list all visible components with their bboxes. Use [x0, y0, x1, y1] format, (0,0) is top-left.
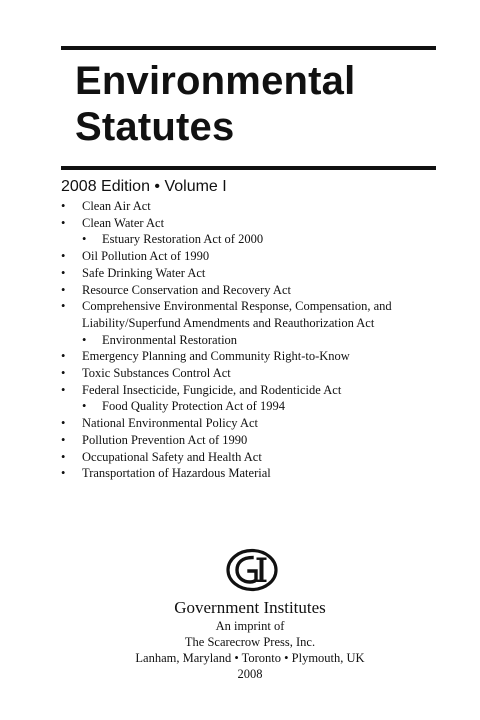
list-item	[61, 449, 451, 466]
bullet-icon: •	[61, 416, 66, 431]
bullet-icon: •	[82, 399, 87, 414]
list-item-text: Comprehensive Environmental Response, Compensation, and Liability/Superfund Amendments and Reauthorization Act	[82, 299, 392, 330]
title-line-2: Statutes	[75, 105, 235, 149]
list-item	[61, 215, 451, 232]
list-item	[61, 198, 451, 215]
sub-list-item	[61, 398, 451, 415]
press-name: The Scarecrow Press, Inc.	[184, 635, 316, 649]
bullet-icon: •	[61, 282, 66, 297]
sub-list-item	[61, 231, 451, 248]
list-item	[61, 415, 451, 432]
list-item-text: Transportation of Hazardous Material	[82, 466, 271, 481]
publication-year: 2008	[237, 667, 263, 681]
bullet-icon: •	[61, 349, 66, 364]
list-item-text: Safe Drinking Water Act	[82, 265, 206, 280]
list-item-text: Pollution Prevention Act of 1990	[82, 432, 248, 447]
statute-list	[61, 198, 451, 482]
bullet-icon: •	[61, 299, 66, 314]
list-item-text: Clean Water Act	[82, 215, 165, 230]
list-item	[61, 265, 451, 282]
bullet-icon: •	[61, 466, 66, 481]
bullet-icon: •	[61, 265, 66, 280]
list-item-text: Toxic Substances Control Act	[82, 366, 231, 381]
bullet-icon: •	[82, 232, 87, 247]
list-item	[61, 348, 451, 365]
publisher-name: Government Institutes	[174, 598, 326, 617]
publisher-locations: Lanham, Maryland • Toronto • Plymouth, UK	[135, 651, 365, 665]
list-item	[61, 282, 451, 299]
bullet-icon: •	[61, 449, 66, 464]
sub-list-item	[61, 332, 451, 349]
list-item-text: Occupational Safety and Health Act	[82, 449, 262, 464]
imprint-line: An imprint of	[215, 619, 285, 633]
list-item-text: Emergency Planning and Community Right-to-Know	[82, 349, 350, 364]
title-line-1: Environmental	[75, 59, 356, 103]
list-item-text: Environmental Restoration	[102, 332, 238, 347]
bullet-icon: •	[61, 199, 66, 213]
list-item-text: Oil Pollution Act of 1990	[82, 249, 210, 264]
bullet-icon: •	[61, 215, 66, 230]
government-institutes-logo-icon	[226, 548, 278, 592]
list-item	[61, 248, 451, 265]
list-item-text: Federal Insecticide, Fungicide, and Rodenticide Act	[82, 382, 342, 397]
page-title	[75, 58, 435, 150]
list-item	[61, 432, 451, 449]
list-item	[61, 298, 451, 331]
bullet-icon: •	[82, 332, 87, 347]
list-item-text: Clean Air Act	[82, 199, 151, 213]
edition-label: 2008 Edition • Volume I	[61, 178, 227, 195]
top-rule	[61, 46, 436, 50]
list-item	[61, 382, 451, 399]
bullet-icon: •	[61, 382, 66, 397]
list-item-text: Resource Conservation and Recovery Act	[82, 282, 291, 297]
list-item-text: Food Quality Protection Act of 1994	[102, 399, 285, 414]
list-item	[61, 465, 451, 482]
bullet-icon: •	[61, 432, 66, 447]
list-item-text: Estuary Restoration Act of 2000	[102, 232, 264, 247]
list-item-text: National Environmental Policy Act	[82, 416, 259, 431]
bullet-icon: •	[61, 249, 66, 264]
title-rule	[61, 166, 436, 170]
list-item	[61, 365, 451, 382]
bullet-icon: •	[61, 366, 66, 381]
